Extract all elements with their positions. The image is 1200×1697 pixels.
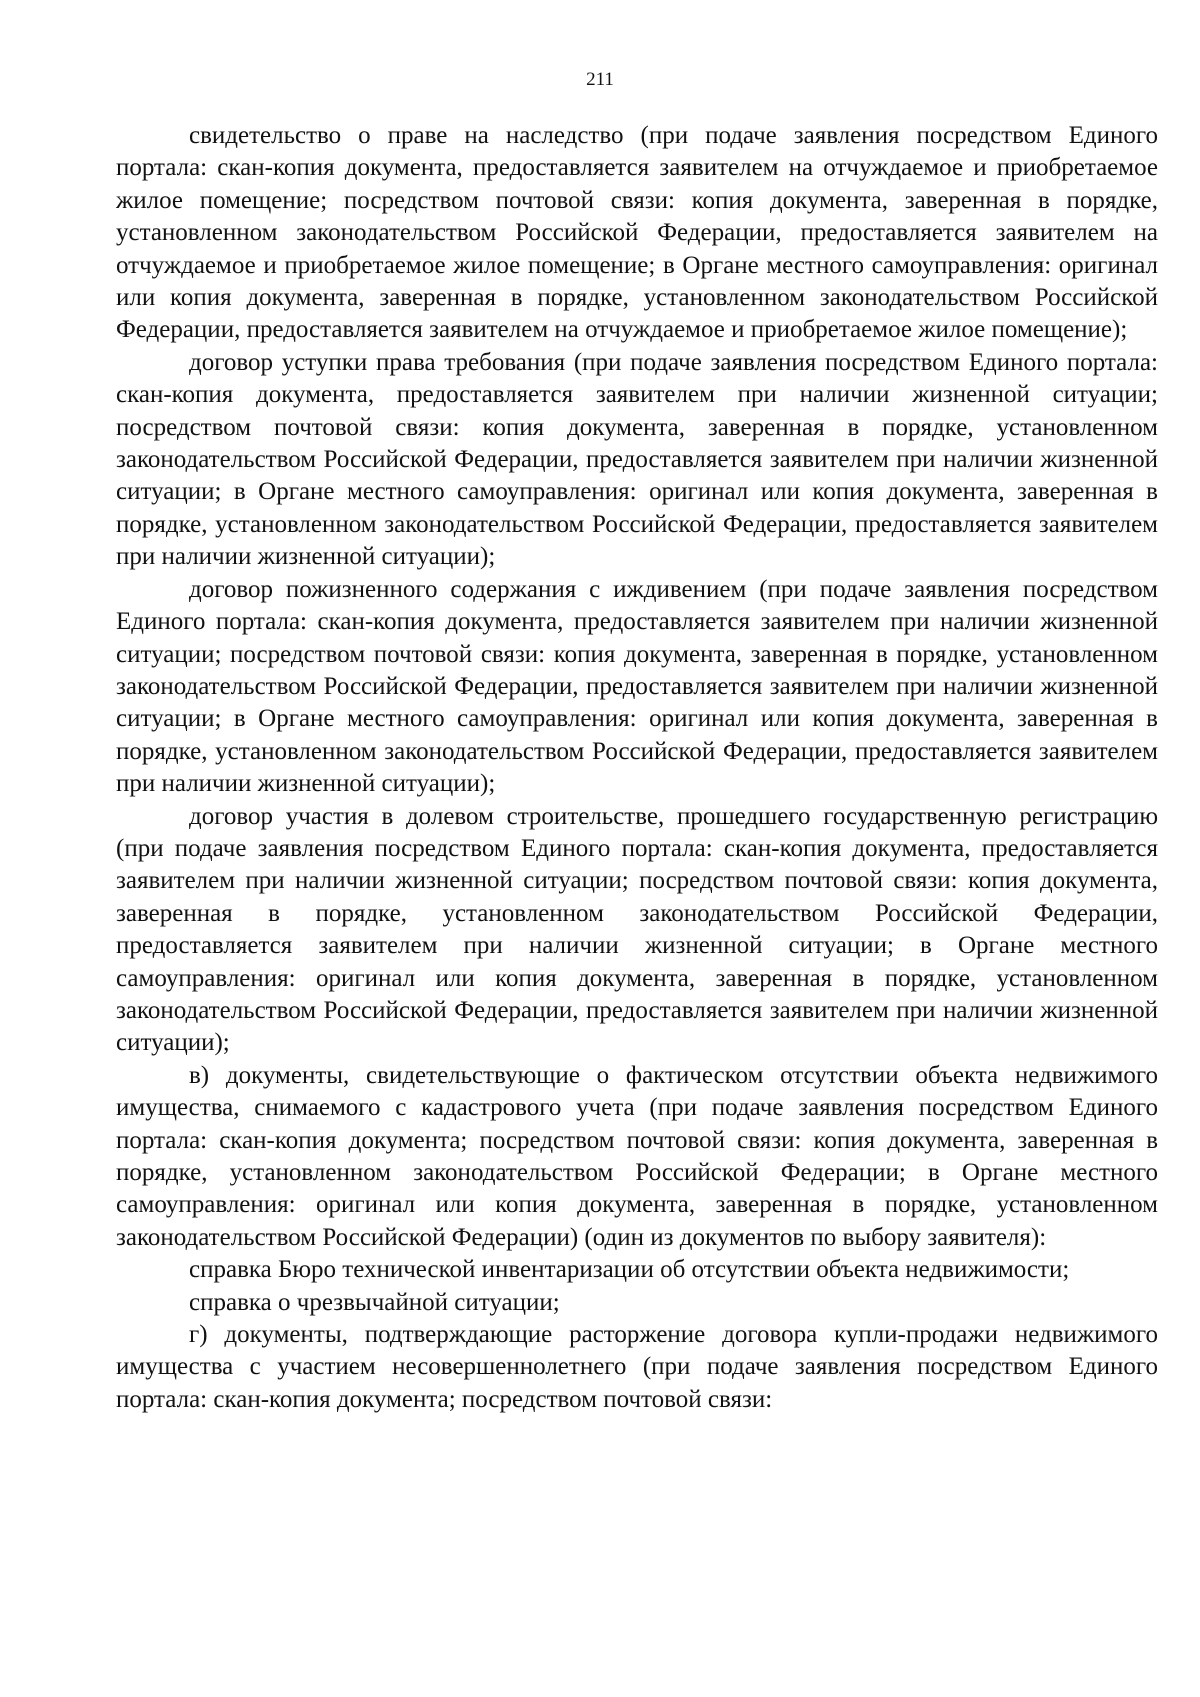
paragraph-item-v-absence-documents: в) документы, свидетельствующие о фактическом отсутствии объекта недвижимого имущества, снимаемого с кадастрового учета (при подаче заявления посредством Единого портала: скан-копия документа; посредством почтовой связи: копия документа, заверенная в порядке, установленном законодательством Российской Федерации; в Органе местного самоуправления: оригинал или копия документа, заверенная в порядке, установленном законодательством Российской Федерации) (один из документов по выбору заявителя): (116, 1061, 1158, 1251)
paragraph-emergency-certificate: справка о чрезвычайной ситуации; (189, 1288, 560, 1316)
paragraph-lifetime-maintenance-agreement: договор пожизненного содержания с иждивением (при подаче заявления посредством Единого портала: скан-копия документа, предоставляется заявителем при наличии жизненной ситуации; посредством почтовой связи: копия документа, заверенная в порядке, установленном законодательством Российской Федерации, предоставляется заявителем при наличии жизненной ситуации; в Органе местного самоуправления: оригинал или копия документа, заверенная в порядке, установленном законодательством Российской Федерации, предоставляется заявителем при наличии жизненной ситуации); (116, 575, 1158, 798)
page-number: 211 (586, 69, 614, 90)
paragraph-bti-certificate: справка Бюро технической инвентаризации об отсутствии объекта недвижимости; (189, 1256, 1070, 1284)
paragraph-item-g-termination-documents: г) документы, подтверждающие расторжение договора купли-продажи недвижимого имущества с участием несовершеннолетнего (при подаче заявления посредством Единого портала: скан-копия документа; посредством почтовой связи: (116, 1321, 1158, 1413)
paragraph-shared-construction-agreement: договор участия в долевом строительстве, прошедшего государственную регистрацию (при подаче заявления посредством Единого портала: скан-копия документа, предоставляется заявителем при наличии жизненной ситуации; посредством почтовой связи: копия документа, заверенная в порядке, установленном законодательством Российской Федерации, предоставляется заявителем при наличии жизненной ситуации; в Органе местного самоуправления: оригинал или копия документа, заверенная в порядке, установленном законодательством Российской Федерации, предоставляется заявителем при наличии жизненной ситуации); (116, 802, 1158, 1057)
paragraph-assignment-agreement: договор уступки права требования (при подаче заявления посредством Единого портала: скан-копия документа, предоставляется заявителем при наличии жизненной ситуации; посредством почтовой связи: копия документа, заверенная в порядке, установленном законодательством Российской Федерации, предоставляется заявителем при наличии жизненной ситуации; в Органе местного самоуправления: оригинал или копия документа, заверенная в порядке, установленном законодательством Российской Федерации, предоставляется заявителем при наличии жизненной ситуации); (116, 348, 1158, 571)
paragraph-inheritance-certificate: свидетельство о праве на наследство (при подаче заявления посредством Единого портала: скан-копия документа, предоставляется заявителем на отчуждаемое и приобретаемое жилое помещение; посредством почтовой связи: копия документа, заверенная в порядке, установленном законодательством Российской Федерации, предоставляется заявителем на отчуждаемое и приобретаемое жилое помещение; в Органе местного самоуправления: оригинал или копия документа, заверенная в порядке, установленном законодательством Российской Федерации, предоставляется заявителем на отчуждаемое и приобретаемое жилое помещение); (116, 122, 1158, 344)
document-body (116, 120, 1158, 1416)
